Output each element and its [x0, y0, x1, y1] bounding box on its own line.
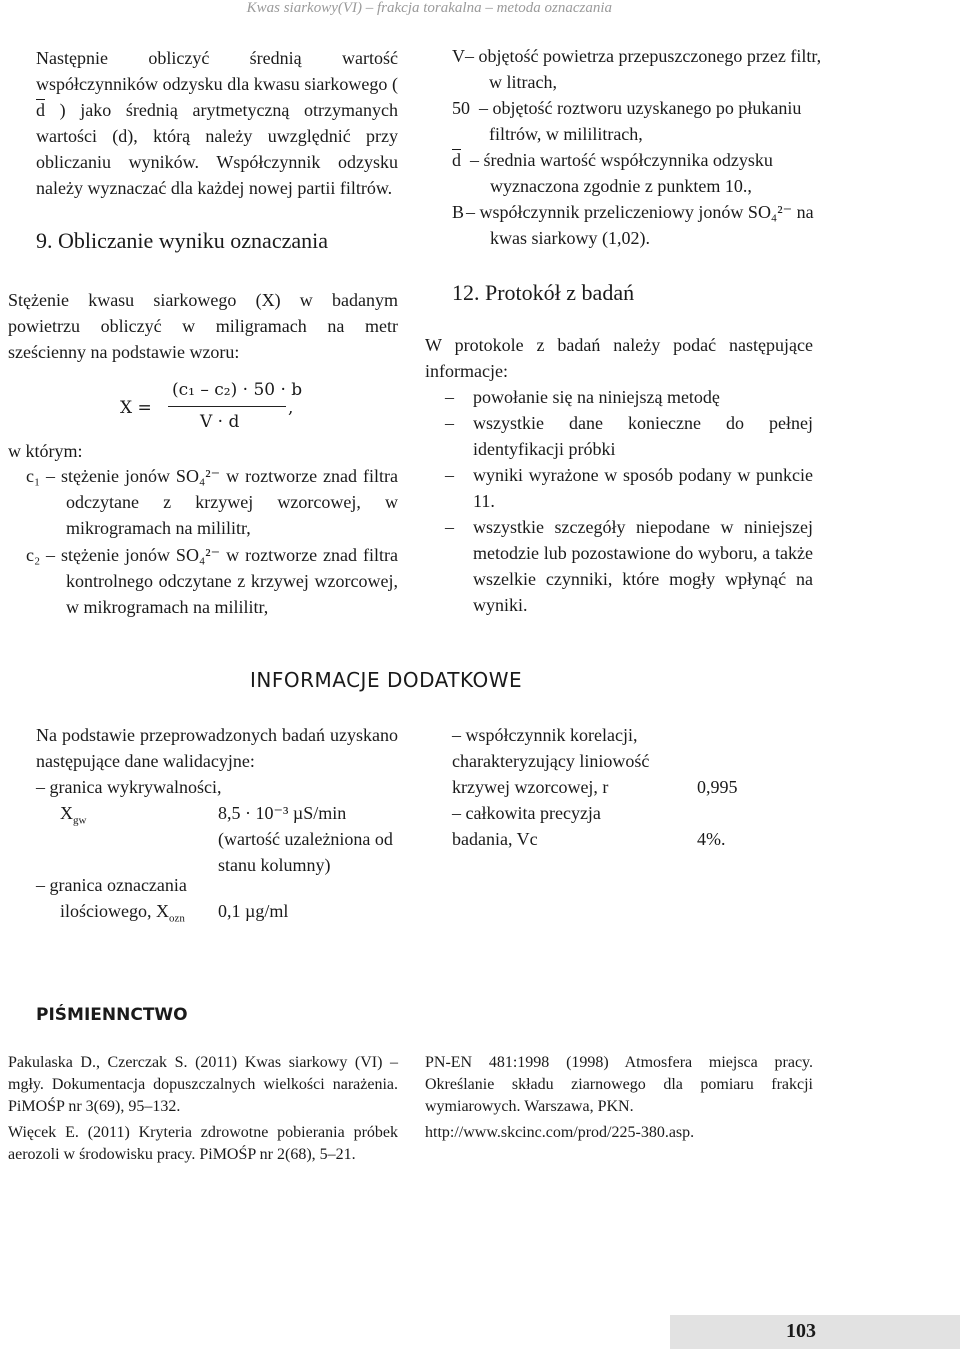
protocol-list — [425, 384, 813, 618]
list-item-text: wyniki wyrażone w sposób podany w punkcie 11. — [473, 465, 813, 511]
formula — [120, 380, 420, 440]
def-d-symbol: $\overline{d}$ — [452, 150, 461, 170]
c1-definition: – stężenie jonów SO₄²⁻ w roztworze znad filtra odczytane z krzywej wzorcowej, w mikrogramach na mililitr, — [46, 466, 398, 538]
def-B-text: – współczynnik przeliczeniowy jonów SO₄²⁻ na kwas siarkowy (1,02). — [466, 202, 814, 248]
def-V-text: – objętość powietrza przepuszczonego przez filtr, w litrach, — [465, 46, 822, 92]
formula-lhs: X = — [120, 398, 152, 418]
formula-trail: , — [288, 398, 294, 418]
reference-item: PN-EN 481:1998 (1998) Atmosfera miejsca pracy. Określanie składu ziarnowego dla pomiaru frakcji wymiarowych. Warszawa, PKN. — [425, 1054, 813, 1115]
formula-numerator: (c₁ – c₂) · 50 · b — [172, 380, 303, 400]
lod-symbol: $X_{gw}$ — [60, 803, 87, 827]
def-50-symbol: 50 — [452, 98, 470, 118]
loq-value: 0,1 µg/ml — [218, 901, 289, 921]
info-heading: INFORMACJE DODATKOWE — [250, 668, 523, 692]
formula-denominator: V · d — [200, 412, 240, 432]
list-item-text: wszystkie szczegóły niepodane w niniejszej metodzie lub pozostawione do wyboru, a także wszelkie czynniki, które mogły wpłynąć na wyniki. — [473, 517, 813, 615]
section-12-heading: 12. Protokół z badań — [452, 280, 635, 305]
loq-label: – granica oznaczania — [36, 875, 187, 895]
list-item: – powołanie się na niniejszą metodę — [445, 387, 720, 407]
paragraph-recovery — [36, 45, 398, 201]
protocol-paragraph: W protokole z badań należy podać następujące informacje: — [425, 335, 813, 381]
reference-item: Pakulaska D., Czerczak S. (2011) Kwas siarkowy (VI) – mgły. Dokumentacja dopuszczalnych wielkości narażenia. PiMOŚP nr 3(69), 95–132. — [8, 1054, 398, 1115]
precision-value: 4%. — [697, 829, 726, 849]
list-item: – wszystkie dane konieczne do pełnej identyfikacji próbki — [445, 413, 813, 459]
paragraph-recovery-text: Następnie obliczyć średnią wartość współczynników odzysku dla kwasu siarkowego ( $\overline{d}$ ) jako średnią arytmetyczną otrzymanych wartości (d), którą należy uwzględnić przy obliczaniu wyników. Współczynnik odzysku należy wyznaczać dla każdej nowej partii filtrów. — [36, 48, 398, 198]
fraction-bar — [168, 406, 286, 407]
section-9-heading: 9. Obliczanie wyniku oznaczania — [36, 228, 328, 253]
list-item-text: powołanie się na niniejszą metodę — [473, 387, 720, 407]
c2-symbol: c₂ — [26, 545, 41, 565]
list-item-text: wszystkie dane konieczne do pełnej identyfikacji próbki — [473, 413, 813, 459]
corr-value: 0,995 — [697, 777, 738, 797]
precision-label: – całkowita precyzja badania, Vc — [452, 803, 601, 849]
def-B-symbol: B — [452, 202, 465, 222]
c2-definition: – stężenie jonów SO₄²⁻ w roztworze znad filtra kontrolnego odczytane z krzywej wzorcowej, w mikrogramach na mililitr, — [46, 545, 398, 617]
loq-symbol: ilościowego, $X_{ozn}$ — [60, 901, 185, 925]
page-number: 103 — [786, 1320, 816, 1342]
def-50-text: – objętość roztworu uzyskanego po płukaniu filtrów, w mililitrach, — [479, 98, 802, 144]
def-V-symbol: V — [452, 46, 465, 66]
reference-item: Więcek E. (2011) Kryteria zdrowotne pobierania próbek aerozoli w środowisku pracy. PiMOŚP nr 2(68), 5–21. — [8, 1124, 398, 1163]
list-item: – wyniki wyrażone w sposób podany w punkcie 11. — [445, 465, 813, 511]
list-item: – wszystkie szczegóły niepodane w niniejszej metodzie lub pozostawione do wyboru, a także wszelkie czynniki, które mogły wpłynąć na wyniki. — [445, 517, 813, 615]
c1-symbol: c₁ — [26, 466, 41, 486]
where-label: w którym: — [8, 441, 83, 461]
lod-label: – granica wykrywalności, — [36, 777, 222, 797]
paragraph-concentration: Stężenie kwasu siarkowego (X) w badanym powietrzu obliczyć w miligramach na metr sześcienny na podstawie wzoru: — [8, 290, 398, 362]
reference-link[interactable]: http://www.skcinc.com/prod/225-380.asp. — [425, 1124, 695, 1141]
info-intro: Na podstawie przeprowadzonych badań uzyskano następujące dane walidacyjne: — [36, 725, 398, 771]
running-header: Kwas siarkowy(VI) – frakcja torakalna – metoda oznaczania — [246, 0, 612, 16]
def-d-text: – średnia wartość współczynnika odzysku wyznaczona zgodnie z punktem 10., — [470, 150, 773, 196]
corr-label: – współczynnik korelacji, charakteryzujący liniowość krzywej wzorcowej, r — [452, 725, 650, 797]
references-heading: PIŚMIENNCTWO — [36, 1005, 188, 1025]
lod-value: 8,5 · 10⁻³ µS/min (wartość uzależniona od stanu kolumny) — [218, 803, 393, 875]
